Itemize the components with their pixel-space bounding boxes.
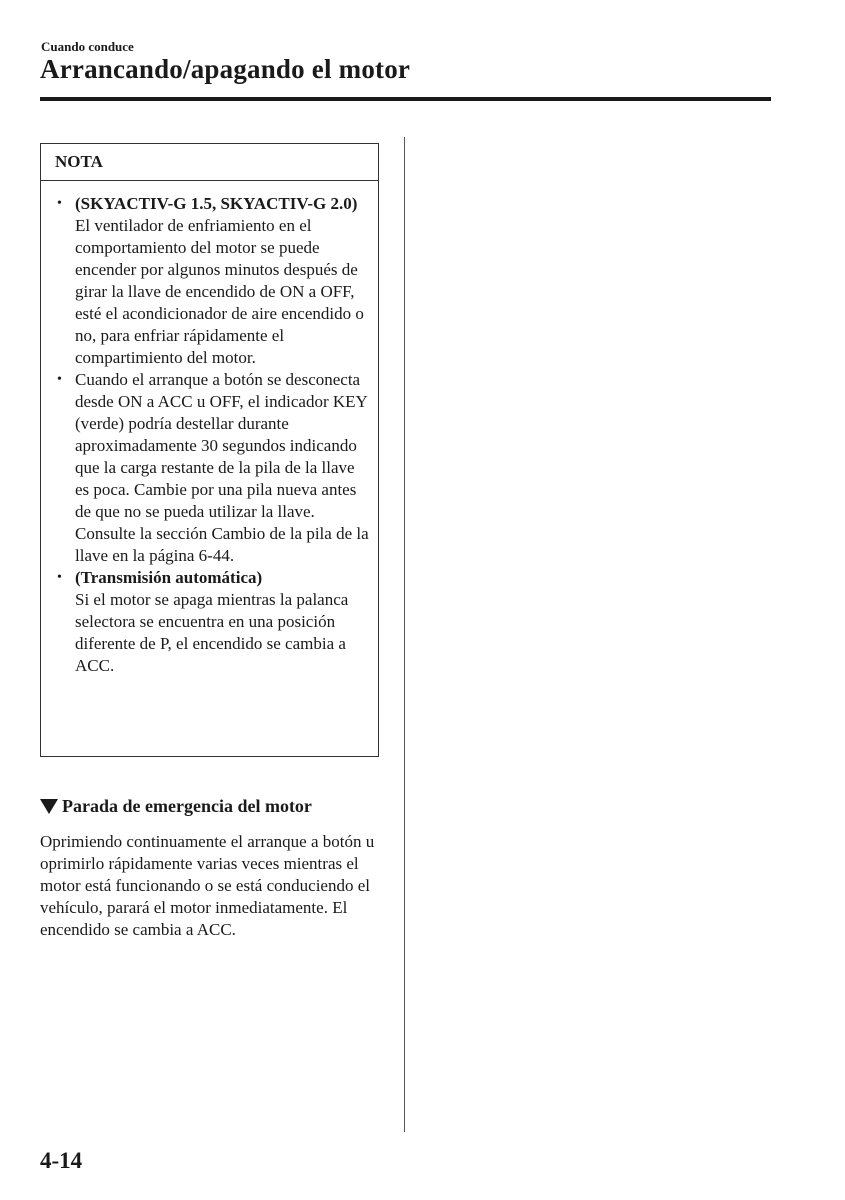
note-list	[41, 181, 378, 677]
note-box	[40, 143, 379, 757]
emergency-stop-heading	[40, 796, 312, 817]
note-item	[57, 369, 370, 567]
emergency-stop-heading-text: Parada de emergencia del motor	[62, 796, 312, 816]
bullet-icon: •	[57, 570, 62, 585]
note-item-heading: (SKYACTIV-G 1.5, SKYACTIV-G 2.0)	[75, 194, 358, 213]
triangle-down-icon	[40, 799, 58, 814]
page-number: 4-14	[40, 1148, 83, 1173]
note-item-heading: (Transmisión automática)	[75, 568, 263, 587]
note-label: NOTA	[41, 144, 378, 181]
bullet-icon: •	[57, 372, 62, 387]
emergency-stop-body: Oprimiendo continuamente el arranque a botón u oprimirlo rápidamente varias veces mientras el motor está funcionando o se está conduciendo el vehículo, parará el motor inmediatamente. El encendido se cambia a ACC.	[40, 832, 375, 939]
note-item-text: Cuando el arranque a botón se desconecta desde ON a ACC u OFF, el indicador KEY (verde) podría destellar durante aproximadamente 30 segundos indicando que la carga restante de la pila de la llave es poca. Cambie por una pila nueva antes de que no se pueda utilizar la llave. Consulte la sección Cambio de la pila de la llave en la página 6-44.	[75, 370, 369, 565]
note-item	[57, 567, 370, 677]
page-title: Arrancando/apagando el motor	[40, 54, 411, 84]
note-item-text: Si el motor se apaga mientras la palanca selectora se encuentra en una posición diferente de P, el encendido se cambia a ACC.	[75, 590, 349, 675]
title-rule	[40, 97, 771, 101]
section-label: Cuando conduce	[41, 39, 134, 54]
column-divider	[404, 137, 405, 1132]
note-item-text: El ventilador de enfriamiento en el comportamiento del motor se puede encender por algunos minutos después de girar la llave de encendido de ON a OFF, esté el acondicionador de aire encendido o no, para enfriar rápidamente el compartimiento del motor.	[75, 216, 364, 367]
bullet-icon: •	[57, 196, 62, 211]
note-item	[57, 193, 370, 369]
